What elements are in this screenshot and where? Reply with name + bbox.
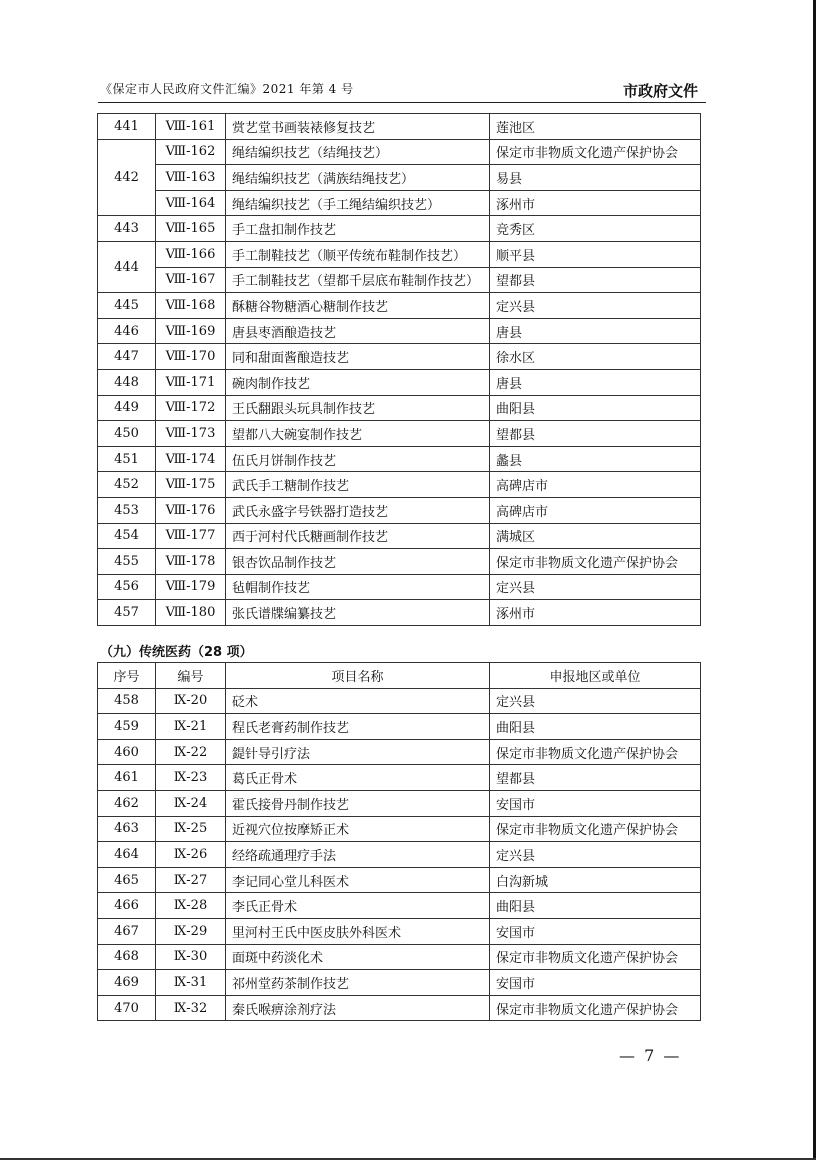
region-cell: 竞秀区 [490, 216, 701, 242]
name-cell: 同和甜面酱酿造技艺 [226, 344, 490, 370]
name-cell: 毡帽制作技艺 [226, 574, 490, 600]
code-cell: Ⅷ-177 [156, 523, 226, 549]
name-cell: 赏艺堂书画装裱修复技艺 [226, 114, 490, 140]
name-cell: 银杏饮品制作技艺 [226, 549, 490, 575]
medicine-items-table [97, 662, 701, 1021]
table-row [98, 714, 701, 740]
region-cell: 曲阳县 [490, 714, 701, 740]
code-cell: Ⅷ-163 [156, 165, 226, 191]
seq-cell: 445 [98, 293, 156, 319]
code-cell: Ⅷ-176 [156, 497, 226, 523]
table-row [98, 165, 701, 191]
region-cell: 徐水区 [490, 344, 701, 370]
table-row [98, 867, 701, 893]
table-row [98, 497, 701, 523]
table-row [98, 893, 701, 919]
header-region: 申报地区或单位 [490, 663, 701, 689]
region-cell: 保定市非物质文化遗产保护协会 [490, 739, 701, 765]
seq-cell: 449 [98, 395, 156, 421]
name-cell: 绳结编织技艺（结绳技艺） [226, 139, 490, 165]
code-cell: Ⅷ-167 [156, 267, 226, 293]
seq-cell: 454 [98, 523, 156, 549]
seq-cell: 467 [98, 918, 156, 944]
table-row [98, 739, 701, 765]
name-cell: 武氏手工糖制作技艺 [226, 472, 490, 498]
name-cell: 手工盘扣制作技艺 [226, 216, 490, 242]
name-cell: 近视穴位按摩矫正术 [226, 816, 490, 842]
name-cell: 西于河村代氏糖画制作技艺 [226, 523, 490, 549]
seq-cell: 456 [98, 574, 156, 600]
table-row [98, 790, 701, 816]
header-seq: 序号 [98, 663, 156, 689]
publication-title: 《保定市人民政府文件汇编》2021 年第 4 号 [100, 82, 354, 96]
region-cell: 高碑店市 [490, 497, 701, 523]
region-cell: 保定市非物质文化遗产保护协会 [490, 944, 701, 970]
seq-cell: 460 [98, 739, 156, 765]
name-cell: 碗肉制作技艺 [226, 369, 490, 395]
seq-cell: 469 [98, 970, 156, 996]
page-number: — 7 — [619, 1046, 682, 1065]
name-cell: 王氏翻跟头玩具制作技艺 [226, 395, 490, 421]
region-cell: 定兴县 [490, 842, 701, 868]
table-row [98, 523, 701, 549]
header-code: 编号 [156, 663, 226, 689]
name-cell: 程氏老膏药制作技艺 [226, 714, 490, 740]
table-row [98, 114, 701, 140]
region-cell: 望都县 [490, 765, 701, 791]
table-row [98, 472, 701, 498]
name-cell: 砭术 [226, 688, 490, 714]
name-cell: 里河村王氏中医皮肤外科医术 [226, 918, 490, 944]
seq-cell: 444 [98, 241, 156, 292]
code-cell: Ⅷ-166 [156, 241, 226, 267]
code-cell: Ⅷ-165 [156, 216, 226, 242]
seq-cell: 465 [98, 867, 156, 893]
region-cell: 望都县 [490, 421, 701, 447]
seq-cell: 450 [98, 421, 156, 447]
name-cell: 酥糖谷物糖酒心糖制作技艺 [226, 293, 490, 319]
seq-cell: 453 [98, 497, 156, 523]
region-cell: 唐县 [490, 369, 701, 395]
table-row [98, 600, 701, 626]
header-rule [98, 102, 706, 103]
code-cell: Ⅷ-180 [156, 600, 226, 626]
table-row [98, 446, 701, 472]
code-cell: Ⅷ-169 [156, 318, 226, 344]
region-cell: 保定市非物质文化遗产保护协会 [490, 549, 701, 575]
craft-items-table [97, 113, 701, 626]
name-cell: 李氏正骨术 [226, 893, 490, 919]
code-cell: Ⅷ-174 [156, 446, 226, 472]
seq-cell: 458 [98, 688, 156, 714]
name-cell: 绳结编织技艺（手工绳结编织技艺） [226, 190, 490, 216]
code-cell: Ⅸ-23 [156, 765, 226, 791]
table-header-row [98, 663, 701, 689]
region-cell: 保定市非物质文化遗产保护协会 [490, 995, 701, 1021]
code-cell: Ⅸ-31 [156, 970, 226, 996]
code-cell: Ⅸ-27 [156, 867, 226, 893]
seq-cell: 461 [98, 765, 156, 791]
code-cell: Ⅷ-162 [156, 139, 226, 165]
table-row [98, 369, 701, 395]
seq-cell: 464 [98, 842, 156, 868]
name-cell: 手工制鞋技艺（顺平传统布鞋制作技艺） [226, 241, 490, 267]
code-cell: Ⅸ-21 [156, 714, 226, 740]
code-cell: Ⅷ-161 [156, 114, 226, 140]
region-cell: 白沟新城 [490, 867, 701, 893]
table-row [98, 688, 701, 714]
region-cell: 满城区 [490, 523, 701, 549]
table-row [98, 267, 701, 293]
region-cell: 安国市 [490, 918, 701, 944]
region-cell: 曲阳县 [490, 395, 701, 421]
seq-cell: 447 [98, 344, 156, 370]
seq-cell: 452 [98, 472, 156, 498]
region-cell: 高碑店市 [490, 472, 701, 498]
code-cell: Ⅸ-29 [156, 918, 226, 944]
name-cell: 武氏永盛字号铁器打造技艺 [226, 497, 490, 523]
name-cell: 祁州堂药茶制作技艺 [226, 970, 490, 996]
table-row [98, 421, 701, 447]
table-row [98, 970, 701, 996]
name-cell: 唐县枣酒酿造技艺 [226, 318, 490, 344]
seq-cell: 451 [98, 446, 156, 472]
table-row [98, 216, 701, 242]
table-row [98, 842, 701, 868]
code-cell: Ⅸ-22 [156, 739, 226, 765]
region-cell: 莲池区 [490, 114, 701, 140]
seq-cell: 457 [98, 600, 156, 626]
region-cell: 定兴县 [490, 688, 701, 714]
table-row [98, 344, 701, 370]
name-cell: 霍氏接骨丹制作技艺 [226, 790, 490, 816]
name-cell: 鍉针导引疗法 [226, 739, 490, 765]
table-row [98, 918, 701, 944]
document-category: 市政府文件 [622, 82, 698, 100]
table-row [98, 816, 701, 842]
code-cell: Ⅷ-175 [156, 472, 226, 498]
seq-cell: 448 [98, 369, 156, 395]
region-cell: 保定市非物质文化遗产保护协会 [490, 816, 701, 842]
name-cell: 葛氏正骨术 [226, 765, 490, 791]
name-cell: 绳结编织技艺（满族结绳技艺） [226, 165, 490, 191]
code-cell: Ⅸ-28 [156, 893, 226, 919]
seq-cell: 442 [98, 139, 156, 216]
region-cell: 安国市 [490, 970, 701, 996]
code-cell: Ⅸ-25 [156, 816, 226, 842]
table-row [98, 944, 701, 970]
region-cell: 易县 [490, 165, 701, 191]
name-cell: 经络疏通理疗手法 [226, 842, 490, 868]
region-cell: 定兴县 [490, 293, 701, 319]
name-cell: 面斑中药淡化术 [226, 944, 490, 970]
code-cell: Ⅷ-172 [156, 395, 226, 421]
name-cell: 李记同心堂儿科医术 [226, 867, 490, 893]
region-cell: 曲阳县 [490, 893, 701, 919]
region-cell: 定兴县 [490, 574, 701, 600]
code-cell: Ⅷ-170 [156, 344, 226, 370]
seq-cell: 441 [98, 114, 156, 140]
region-cell: 望都县 [490, 267, 701, 293]
seq-cell: 462 [98, 790, 156, 816]
code-cell: Ⅸ-20 [156, 688, 226, 714]
region-cell: 安国市 [490, 790, 701, 816]
code-cell: Ⅷ-178 [156, 549, 226, 575]
table-row [98, 190, 701, 216]
table-row [98, 395, 701, 421]
code-cell: Ⅷ-168 [156, 293, 226, 319]
seq-cell: 470 [98, 995, 156, 1021]
name-cell: 望都八大碗宴制作技艺 [226, 421, 490, 447]
region-cell: 保定市非物质文化遗产保护协会 [490, 139, 701, 165]
table-row [98, 549, 701, 575]
seq-cell: 466 [98, 893, 156, 919]
region-cell: 蠡县 [490, 446, 701, 472]
code-cell: Ⅷ-173 [156, 421, 226, 447]
table-row [98, 318, 701, 344]
seq-cell: 446 [98, 318, 156, 344]
code-cell: Ⅷ-164 [156, 190, 226, 216]
seq-cell: 443 [98, 216, 156, 242]
name-cell: 张氏谱牒编纂技艺 [226, 600, 490, 626]
seq-cell: 455 [98, 549, 156, 575]
name-cell: 手工制鞋技艺（望都千层底布鞋制作技艺） [226, 267, 490, 293]
code-cell: Ⅸ-26 [156, 842, 226, 868]
table-row [98, 293, 701, 319]
region-cell: 顺平县 [490, 241, 701, 267]
region-cell: 涿州市 [490, 600, 701, 626]
name-cell: 秦氏喉痹涂剂疗法 [226, 995, 490, 1021]
table-row [98, 995, 701, 1021]
seq-cell: 468 [98, 944, 156, 970]
section-title-traditional-medicine: （九）传统医药（28 项） [100, 645, 253, 660]
table-row [98, 241, 701, 267]
table-row [98, 574, 701, 600]
code-cell: Ⅸ-24 [156, 790, 226, 816]
code-cell: Ⅷ-171 [156, 369, 226, 395]
region-cell: 唐县 [490, 318, 701, 344]
table-row [98, 139, 701, 165]
code-cell: Ⅸ-32 [156, 995, 226, 1021]
region-cell: 涿州市 [490, 190, 701, 216]
seq-cell: 459 [98, 714, 156, 740]
header-name: 项目名称 [226, 663, 490, 689]
code-cell: Ⅷ-179 [156, 574, 226, 600]
seq-cell: 463 [98, 816, 156, 842]
table-row [98, 765, 701, 791]
name-cell: 伍氏月饼制作技艺 [226, 446, 490, 472]
code-cell: Ⅸ-30 [156, 944, 226, 970]
